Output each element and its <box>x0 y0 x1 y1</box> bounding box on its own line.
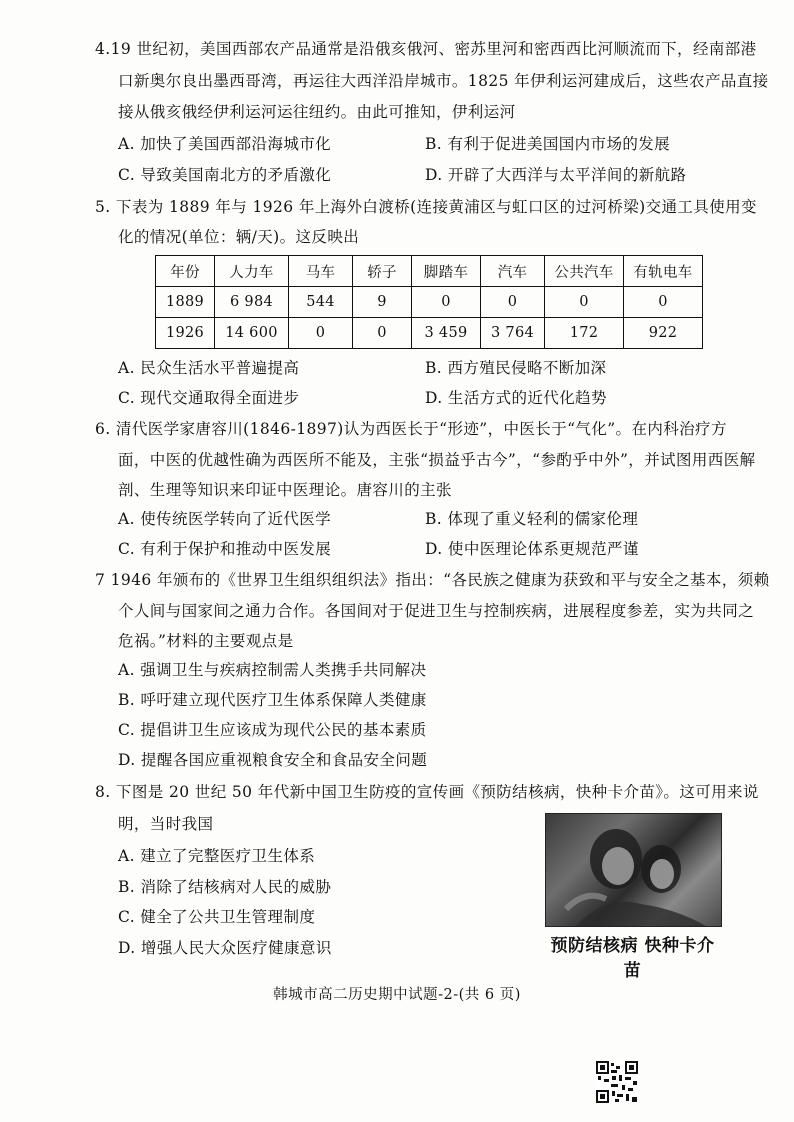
q4-line-1: 4.19 世纪初，美国西部农产品通常是沿俄亥俄河、密苏里河和密西西比河顺流而下，经南部港 <box>95 40 757 58</box>
q4-option-b: B. 有利于促进美国国内市场的发展 <box>425 135 671 153</box>
q4-line-3: 接从俄亥俄经伊利运河运往纽约。由此可推知，伊利运河 <box>118 103 516 121</box>
q4-option-d: D. 开辟了大西洋与太平洋间的新航路 <box>425 166 687 184</box>
q7-option-d: D. 提醒各国应重视粮食安全和食品安全问题 <box>118 751 428 769</box>
table-cell: 0 <box>545 287 624 318</box>
q7-option-a: A. 强调卫生与疾病控制需人类携手共同解决 <box>118 661 427 679</box>
q6-option-a: A. 使传统医学转向了近代医学 <box>118 510 332 528</box>
q7-line-2: 个人间与国家间之通力合作。各国间对于促进卫生与控制疾病，进展程度参差，实为共同之 <box>118 602 755 620</box>
table-cell: 6 984 <box>215 287 289 318</box>
q5-option-a: A. 民众生活水平普遍提高 <box>118 359 300 377</box>
table-header-cell: 轿子 <box>353 256 412 287</box>
q5-line-2: 化的情况(单位：辆/天)。这反映出 <box>118 228 360 246</box>
traffic-table <box>155 255 703 349</box>
table-cell: 9 <box>353 287 412 318</box>
table-header-cell: 马车 <box>289 256 353 287</box>
table-cell: 0 <box>412 287 481 318</box>
table-cell: 0 <box>353 318 412 349</box>
table-cell: 1926 <box>156 318 215 349</box>
table-header-cell: 汽车 <box>481 256 545 287</box>
table-cell: 1889 <box>156 287 215 318</box>
poster-caption: 预防结核病 快种卡介苗 <box>550 936 715 981</box>
q7-line-1: 7 1946 年颁布的《世界卫生组织组织法》指出：“各民族之健康为获致和平与安全之基本，须赖 <box>95 571 770 589</box>
q4-line-2: 口新奥尔良出墨西哥湾，再运往大西洋沿岸城市。1825 年伊利运河建成后，这些农产品直接 <box>118 72 769 90</box>
table-cell: 0 <box>624 287 703 318</box>
q6-option-c: C. 有利于保护和推动中医发展 <box>118 540 332 558</box>
q7-option-c: C. 提倡讲卫生应该成为现代公民的基本素质 <box>118 721 427 739</box>
page-footer: 韩城市高二历史期中试题-2-(共 6 页) <box>273 987 521 1003</box>
table-cell: 3 459 <box>412 318 481 349</box>
table-cell: 172 <box>545 318 624 349</box>
table-header-cell: 有轨电车 <box>624 256 703 287</box>
q7-option-b: B. 呼吁建立现代医疗卫生体系保障人类健康 <box>118 691 427 709</box>
table-row <box>156 287 703 318</box>
q7-line-3: 危祸。”材料的主要观点是 <box>118 632 294 650</box>
q6-option-b: B. 体现了重义轻利的儒家伦理 <box>425 510 639 528</box>
q5-line-1: 5. 下表为 1889 年与 1926 年上海外白渡桥(连接黄浦区与虹口区的过河桥梁)交通工具使用变 <box>95 198 757 216</box>
q8-option-d: D. 增强人民大众医疗健康意识 <box>118 939 332 957</box>
table-header-cell: 脚踏车 <box>412 256 481 287</box>
table-cell: 0 <box>289 318 353 349</box>
q8-option-b: B. 消除了结核病对人民的威胁 <box>118 878 332 896</box>
table-cell: 922 <box>624 318 703 349</box>
table-cell: 14 600 <box>215 318 289 349</box>
q4-option-a: A. 加快了美国西部沿海城市化 <box>118 135 332 153</box>
table-header-cell: 人力车 <box>215 256 289 287</box>
q5-option-d: D. 生活方式的近代化趋势 <box>425 389 607 407</box>
q8-option-c: C. 健全了公共卫生管理制度 <box>118 908 316 926</box>
q4-option-c: C. 导致美国南北方的矛盾激化 <box>118 166 332 184</box>
table-cell: 544 <box>289 287 353 318</box>
q6-line-1: 6. 清代医学家唐容川(1846-1897)认为西医长于“形迹”，中医长于“气化”。在内科治疗方 <box>95 420 727 438</box>
q6-line-3: 剖、生理等知识来印证中医理论。唐容川的主张 <box>118 481 452 499</box>
poster-image <box>545 813 722 927</box>
q5-option-b: B. 西方殖民侵略不断加深 <box>425 359 607 377</box>
table-header-cell: 公共汽车 <box>545 256 624 287</box>
q8-option-a: A. 建立了完整医疗卫生体系 <box>118 847 316 865</box>
qr-code-icon <box>596 1061 638 1103</box>
table-header-row <box>156 256 703 287</box>
q6-option-d: D. 使中医理论体系更规范严谨 <box>425 540 639 558</box>
q8-line-1: 8. 下图是 20 世纪 50 年代新中国卫生防疫的宣传画《预防结核病，快种卡介苗》。这可用来说 <box>95 783 759 801</box>
table-header-cell: 年份 <box>156 256 215 287</box>
propaganda-poster <box>545 813 720 981</box>
q6-line-2: 面，中医的优越性确为西医所不能及，主张“损益乎古今”，“参酌乎中外”，并试图用西医解 <box>118 451 756 469</box>
q5-option-c: C. 现代交通取得全面进步 <box>118 389 300 407</box>
table-cell: 0 <box>481 287 545 318</box>
q8-line-2: 明，当时我国 <box>118 815 214 833</box>
table-cell: 3 764 <box>481 318 545 349</box>
table-row <box>156 318 703 349</box>
